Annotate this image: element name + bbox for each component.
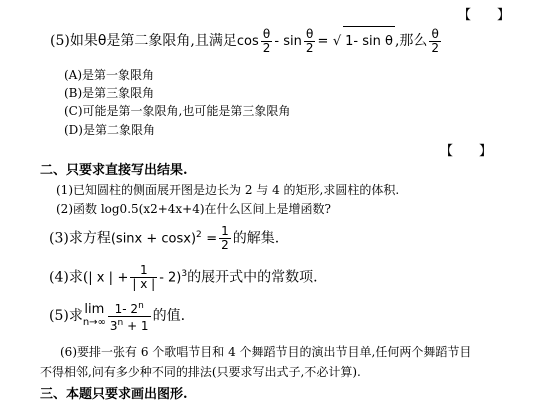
s2-question-1: (1)已知圆柱的侧面展开图是边长为 2 与 4 的矩形,求圆柱的体积. (56, 183, 400, 197)
sqrt-icon: √ (332, 34, 342, 49)
q4-abs: | x | (88, 270, 114, 286)
q3-equals: = (206, 231, 218, 247)
frac-denominator: | x | (132, 277, 156, 292)
q4-suffix: 的展开式中的常数项. (187, 269, 318, 286)
q5-minus-sin: - sin (274, 34, 302, 49)
question-5-stem (50, 26, 443, 57)
frac-numerator: θ (262, 26, 271, 41)
q3-prefix: (3)求方程 (49, 230, 111, 247)
q5b-den-exp: n (117, 317, 124, 328)
frac-denominator: 2 (305, 40, 314, 55)
s2-question-6-line2: 不得相邻,问有多少种不同的排法(只要求写出式子,不必计算). (40, 365, 361, 379)
q5b-num-exp: n (138, 300, 144, 311)
option-c: (C)可能是第一象限角,也可能是第三象限角 (64, 104, 291, 118)
q5-cos: cos (236, 34, 259, 49)
frac-numerator: θ (431, 26, 439, 41)
q4-minus: - 2) (159, 270, 182, 286)
s2-question-4 (49, 256, 318, 297)
q4-fraction (130, 264, 157, 291)
q5b-prefix: (5)求 (49, 308, 83, 324)
option-b: (B)是第三象限角 (64, 86, 155, 100)
q5b-fraction (108, 300, 151, 333)
q4-exponent: 3 (181, 269, 188, 279)
q3-expression: (sinx + cosx) (110, 231, 197, 247)
answer-bracket-mid: 【 】 (440, 144, 493, 159)
q3-suffix: 的解集. (232, 230, 280, 247)
section-3-heading: 三、本题只要求画出图形. (40, 387, 188, 402)
q5-sqrt-body: 1- sin θ (343, 26, 395, 57)
frac-numerator (108, 300, 151, 316)
q5-equals: = (317, 34, 329, 49)
q4-plus: + (117, 270, 129, 286)
q4-prefix: (4)求( (49, 269, 89, 286)
lim-text: lim (84, 302, 105, 317)
q5b-den-base: 3 (109, 318, 118, 333)
q5-prefix: (5)如果 (50, 33, 98, 49)
q5-frac-1 (261, 28, 273, 55)
s2-question-5 (49, 296, 185, 336)
q5-theta: θ (97, 33, 107, 49)
frac-denominator (108, 316, 151, 333)
answer-bracket-top: 【 】 (458, 8, 511, 23)
q5-mid: 是第二象限角,且满足 (106, 33, 237, 49)
s2-question-6-line1: (6)要排一张有 6 个歌唱节目和 4 个舞蹈节目的演出节目单,任何两个舞蹈节目 (60, 345, 472, 359)
section-2-heading: 二、只要求直接写出结果. (40, 163, 188, 178)
q5b-num-base: 1- 2 (114, 301, 139, 316)
frac-numerator: 1 (221, 224, 229, 239)
option-d: (D)是第二象限角 (64, 123, 155, 137)
q5-suffix: ,那么 (394, 33, 428, 49)
frac-numerator: θ (305, 26, 314, 41)
s2-question-2: (2)函数 log0.5(x2+4x+4)在什么区间上是增函数? (56, 202, 331, 216)
frac-numerator: 1 (139, 263, 148, 278)
q5b-den-rest: + 1 (123, 318, 149, 333)
q5-frac-3 (429, 28, 441, 55)
q5b-suffix: 的值. (152, 308, 186, 324)
s2-question-3 (49, 218, 279, 257)
option-a: (A)是第一象限角 (64, 68, 155, 82)
q5-frac-2 (304, 28, 316, 55)
frac-denominator: 2 (221, 238, 229, 253)
lim-subscript: n→∞ (82, 317, 106, 328)
q3-exponent: 2 (196, 230, 202, 240)
frac-denominator: 2 (262, 40, 271, 55)
q3-fraction (219, 225, 231, 252)
limit-operator (83, 303, 106, 329)
frac-denominator: 2 (431, 40, 440, 55)
